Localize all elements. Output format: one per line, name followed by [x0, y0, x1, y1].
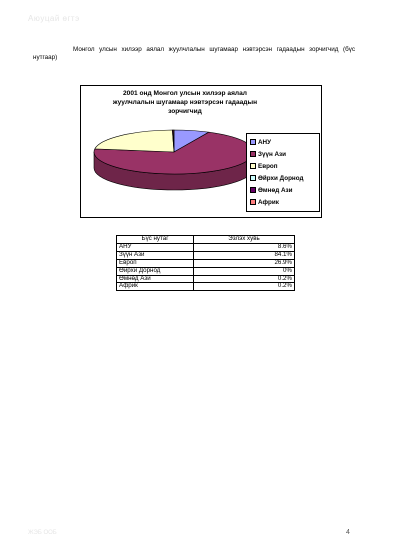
intro-paragraph	[33, 46, 355, 62]
table-cell-region: Өйрхи Дорнод	[117, 267, 194, 275]
intro-text: Монгол улсын хилээр аялал жуулчлалын шугамаар нэвтэрсэн гадаадын зорчигчид (бүс нутгаар)	[33, 46, 355, 62]
legend-label: АНУ	[258, 139, 272, 146]
table-cell-share: 0%	[194, 267, 295, 275]
table-header-share: Эзлэх хувь	[194, 236, 295, 244]
legend-swatch	[250, 163, 256, 169]
pie-slice	[95, 130, 174, 152]
chart-title: 2001 онд Монгол улсын хилээр аялал жуулчлалын шугамаар нэвтэрсэн гадаадын зорчигчид	[112, 90, 258, 115]
table-cell-region: Өмнөд Ази	[117, 275, 194, 283]
header-ghost-text: Аюуцай өгтэ	[28, 14, 80, 23]
table-row	[117, 275, 295, 283]
table-cell-region: Африк	[117, 283, 194, 291]
data-table	[116, 235, 295, 291]
page-number: 4	[346, 529, 350, 536]
legend-item	[250, 163, 278, 170]
table-cell-region: АНУ	[117, 243, 194, 251]
legend-label: Африк	[258, 199, 279, 206]
table-cell-share: 0.2%	[194, 275, 295, 283]
legend-item	[250, 139, 271, 146]
legend-swatch	[250, 199, 256, 205]
table-cell-share: 0.2%	[194, 283, 295, 291]
table-row	[117, 267, 295, 275]
legend-item	[250, 151, 286, 158]
legend-label: Өйрхи Дорнод	[258, 175, 304, 182]
legend-item	[250, 187, 293, 194]
legend-swatch	[250, 151, 256, 157]
legend-item	[250, 175, 303, 182]
table-row	[117, 251, 295, 259]
legend-swatch	[250, 175, 256, 181]
table-cell-share: 84.1%	[194, 251, 295, 259]
footer-ghost-text: ЖЭБ ООБ	[28, 530, 57, 536]
legend-swatch	[250, 139, 256, 145]
table-row	[117, 283, 295, 291]
table-cell-share: 26.9%	[194, 259, 295, 267]
chart-legend	[246, 133, 320, 212]
table-cell-share: 8.6%	[194, 243, 295, 251]
pie-chart	[80, 85, 322, 218]
legend-label: Зүүн Ази	[258, 151, 287, 158]
table-cell-region: Европ	[117, 259, 194, 267]
table-header-region: Бүс нутаг	[117, 236, 194, 244]
legend-item	[250, 199, 279, 206]
legend-label: Өмнөд Ази	[258, 187, 293, 194]
legend-label: Европ	[258, 163, 278, 170]
table-cell-region: Зүүн Ази	[117, 251, 194, 259]
table-header-row	[117, 236, 295, 244]
table-row	[117, 259, 295, 267]
legend-swatch	[250, 187, 256, 193]
